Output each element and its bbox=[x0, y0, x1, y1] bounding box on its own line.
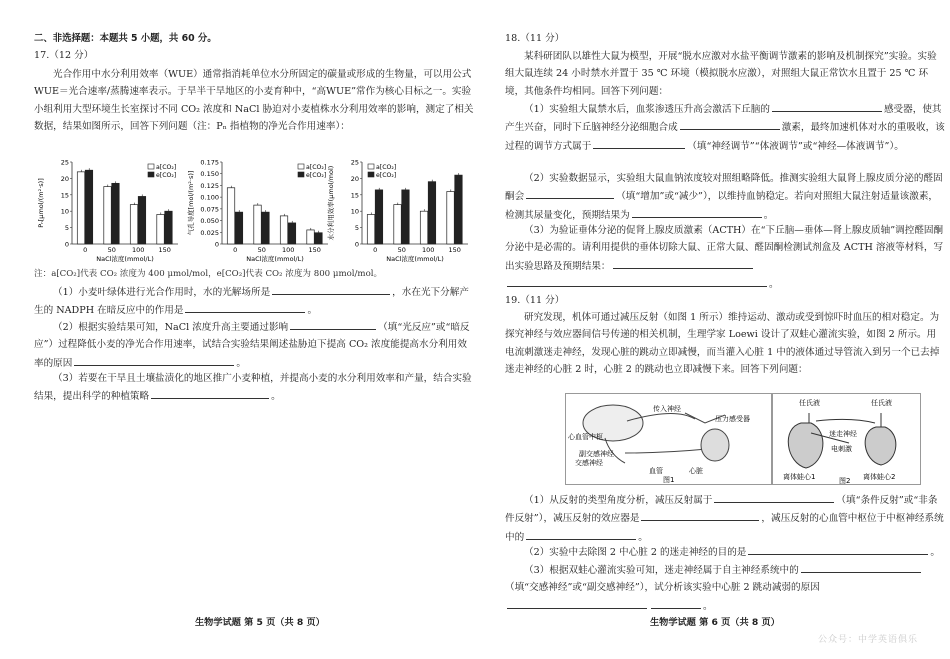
q19-sub3-blank-3[interactable] bbox=[651, 597, 701, 609]
legend-label: a[CO₂] bbox=[376, 164, 397, 171]
chart-wue bbox=[324, 152, 474, 268]
y-tick-label: 5 bbox=[354, 224, 359, 233]
q19-sub1-blank-2[interactable] bbox=[641, 509, 759, 521]
chart-pn bbox=[34, 152, 184, 268]
q17-sub2-text-a: （2）根据实验结果可知，NaCl 浓度升高主要通过影响 bbox=[53, 322, 289, 333]
label-heart: 心脏 bbox=[689, 467, 703, 475]
x-tick-label: 150 bbox=[158, 246, 171, 254]
q18-sub2-text-a: （2）实验数据显示，实验组大鼠血钠浓度较对照组略降低。推测实验组大鼠肾上腺皮质分泌的醛固酮会 bbox=[505, 173, 943, 203]
q17-sub1 bbox=[34, 283, 474, 320]
x-tick-label: 0 bbox=[233, 246, 238, 254]
bar-a-co2 bbox=[307, 230, 314, 244]
q19-sub2-blank-1[interactable] bbox=[748, 543, 928, 555]
section-heading: 二、非选择题：本题共 5 小题，共 60 分。 bbox=[34, 33, 217, 44]
q18-intro: 某科研团队以雄性大鼠为模型，开展“脱水应激对水盐平衡调节激素的影响及机制探究”实验。实验组大鼠连续 24 小时禁水并置于 35 ℃ 环境（模拟脱水应激），对照组大鼠正常饮水且置于 25 ℃ 环境，其他条件均相同。回答下列问题： bbox=[505, 51, 937, 97]
q18-sub1-blank-2[interactable] bbox=[680, 118, 780, 130]
q17-sub2-text-b: （填“光反应”或“暗反应”）过程降低小麦的净光合作用速率，试结合实验结果阐述盐胁迫下提高 CO₂ 浓度能提高水分利用效率的原因 bbox=[34, 322, 470, 369]
x-tick-label: 100 bbox=[422, 246, 435, 254]
q19-sub2-text-b: 。 bbox=[930, 547, 940, 558]
q18-sub1-blank-1[interactable] bbox=[772, 100, 882, 112]
bar-a-co2 bbox=[394, 205, 401, 244]
q19-sub3 bbox=[505, 561, 945, 615]
q19-sub1-blank-1[interactable] bbox=[714, 491, 834, 503]
q17-sub2-text-c: 。 bbox=[236, 357, 246, 369]
q19-intro: 研究发现，机体可通过减压反射（如图 1 所示）维持运动、激动或受到惊吓时血压的相对稳定。为探究神经与效应器间信号传递的相关机制，生理学家 Loewi 设计了双蛙心灌流实验，如图 2 所示。用电流刺激迷走神经，发现心脏的跳动立即减慢，而当灌入心脏 1 中的液体通过导管流入到另一个已去掉迷走神经的心脏 2 时，心脏 2 的跳动也立即减慢下来。回答下列问题： bbox=[505, 312, 940, 376]
q18-sub2 bbox=[505, 170, 945, 224]
q18-sub3-text-b: 。 bbox=[769, 279, 779, 291]
heart-2-shape bbox=[865, 427, 896, 465]
label-vagus: 迷走神经 bbox=[829, 430, 857, 438]
q18-number: 18.（11 分） bbox=[505, 33, 565, 44]
q18-sub3-blank-2[interactable] bbox=[507, 275, 767, 287]
y-tick-label: 15 bbox=[350, 191, 359, 200]
x-tick-label: 100 bbox=[282, 246, 295, 254]
q19-sub1 bbox=[505, 491, 945, 546]
q18-sub2-text-b: （填“增加”或“减少”），以维持血钠稳定。若向对照组大鼠注射适量该激素，检测其尿量变化，预期结果为 bbox=[505, 191, 939, 221]
q18-sub1-blank-3[interactable] bbox=[593, 137, 685, 149]
bar-e-co2 bbox=[165, 211, 172, 244]
label-stimulus: 电刺激 bbox=[831, 445, 852, 453]
q17-intro: 光合作用中水分利用效率（WUE）通常指消耗单位水分所固定的碳量或形成的生物量，可以用公式 WUE＝光合速率/蒸腾速率表示。于旱半干旱地区的小麦育种中，“高WUE”常作为核心目标之一。实验小组利用大型环境生长室探讨不同 CO₂ 浓度和 NaCl 胁迫对小麦植株水分利用效率的影响，测定了相关数据，结果如图所示，回答下列问题（注：Pₙ 指植物的净光合作用速率）： bbox=[34, 69, 474, 133]
q17-sub2-blank-2[interactable] bbox=[74, 354, 234, 366]
bar-e-co2 bbox=[402, 190, 409, 244]
y-tick-label: 25 bbox=[60, 158, 69, 167]
q17-sub1-text-b: ，水在光下分解产生的 NADPH 在暗反应中的作用是 bbox=[34, 287, 469, 317]
y-tick-label: 25 bbox=[350, 158, 359, 167]
bar-a-co2 bbox=[227, 188, 234, 244]
legend-swatch bbox=[368, 172, 374, 177]
y-tick-label: 0.025 bbox=[200, 228, 219, 237]
x-axis-label: NaCl浓度(mmol/L) bbox=[96, 255, 154, 263]
q19-sub3-blank-2[interactable] bbox=[507, 597, 647, 609]
label-vessel: 血管 bbox=[649, 467, 663, 475]
q18-sub3 bbox=[505, 222, 945, 294]
q19-sub1-text-a: （1）从反射的类型角度分析，减压反射属于 bbox=[524, 495, 713, 506]
q18-sub3-blank-1[interactable] bbox=[613, 257, 753, 269]
bar-e-co2 bbox=[455, 175, 462, 244]
q19-sub3-text-b: （填“交感神经”或“副交感神经”），试分析该实验中心脏 2 跳动减弱的原因 bbox=[505, 582, 820, 594]
q17-sub3-text-a: （3）若要在干旱且土壤盐渍化的地区推广小麦种植，并提高小麦的水分利用效率和产量，结合实验结果，提出科学的种植策略 bbox=[34, 373, 472, 403]
y-tick-label: 20 bbox=[60, 174, 69, 183]
bar-a-co2 bbox=[254, 205, 261, 244]
q17-sub1-blank-1[interactable] bbox=[272, 283, 390, 295]
q18-sub2-blank-2[interactable] bbox=[632, 206, 762, 218]
bar-a-co2 bbox=[130, 205, 137, 244]
bar-e-co2 bbox=[85, 170, 92, 244]
q19-sub1-blank-3[interactable] bbox=[526, 528, 636, 540]
y-tick-label: 15 bbox=[60, 191, 69, 200]
q17-sub3 bbox=[34, 370, 474, 406]
figure-2-caption: 图2 bbox=[839, 477, 851, 485]
label-parasympathetic: 副交感神经 bbox=[579, 450, 614, 458]
bar-e-co2 bbox=[375, 190, 382, 244]
figure-1-caption: 图1 bbox=[663, 476, 675, 484]
x-tick-label: 150 bbox=[308, 246, 321, 254]
y-tick-label: 0 bbox=[354, 240, 359, 249]
label-afferent: 传入神经 bbox=[653, 405, 681, 413]
connecting-tube bbox=[816, 419, 875, 423]
label-baroreceptor: 压力感受器 bbox=[715, 415, 750, 423]
q19-sub2-text-a: （2）实验中去除图 2 中心脏 2 的迷走神经的目的是 bbox=[524, 547, 747, 558]
y-tick-label: 0.175 bbox=[200, 158, 219, 167]
q17-sub3-blank-1[interactable] bbox=[151, 387, 269, 399]
label-ringer-1: 任氏液 bbox=[799, 399, 820, 407]
x-tick-label: 0 bbox=[83, 246, 88, 254]
y-axis-label: 水分利用效率(μmol/mol) bbox=[327, 165, 335, 241]
label-cv-center: 心血管中枢 bbox=[568, 433, 603, 441]
bar-e-co2 bbox=[235, 212, 242, 244]
x-axis-label: NaCl浓度(mmol/L) bbox=[246, 255, 304, 263]
y-tick-label: 0 bbox=[64, 240, 69, 249]
bar-e-co2 bbox=[262, 212, 269, 244]
q17-sub1-blank-2[interactable] bbox=[185, 301, 305, 313]
q18-sub1-text-d: （填“神经调节”“体液调节”或“神经—体液调节”）。 bbox=[687, 140, 904, 152]
y-axis-label: 气孔导度[mol/(m²·s)] bbox=[187, 170, 195, 236]
q18-sub1-text-c: 激素，最终加速机体对水的重吸收，该过程的调节方式属于 bbox=[505, 122, 945, 152]
q17-sub1-text-c: 。 bbox=[307, 305, 318, 317]
q17-number: 17.（12 分） bbox=[34, 50, 94, 61]
q17-sub1-text-a: （1）小麦叶绿体进行光合作用时，水的光解场所是 bbox=[53, 287, 271, 298]
y-tick-label: 0.100 bbox=[200, 193, 219, 202]
q18-sub2-blank-1[interactable] bbox=[526, 187, 614, 199]
heart-shape bbox=[701, 429, 729, 461]
legend-swatch bbox=[298, 172, 304, 177]
label-sympathetic: 交感神经 bbox=[575, 459, 603, 467]
bar-a-co2 bbox=[447, 192, 454, 244]
y-tick-label: 20 bbox=[350, 174, 359, 183]
x-tick-label: 50 bbox=[257, 246, 266, 254]
y-tick-label: 0.150 bbox=[200, 170, 219, 179]
y-tick-label: 10 bbox=[350, 207, 359, 216]
y-axis-label: Pₙ[μmol/(m²·s)] bbox=[37, 178, 45, 228]
y-tick-label: 10 bbox=[60, 207, 69, 216]
y-tick-label: 0.050 bbox=[200, 217, 219, 226]
q19-sub3-text-c: 。 bbox=[703, 600, 713, 612]
efferent-nerve-path bbox=[625, 449, 707, 453]
label-heart-2: 离体蛙心2 bbox=[863, 473, 896, 481]
legend-swatch bbox=[148, 164, 154, 169]
legend-swatch bbox=[298, 164, 304, 169]
x-tick-label: 150 bbox=[448, 246, 461, 254]
q17-note: 注：a[CO₂]代表 CO₂ 浓度为 400 μmol/mol，e[CO₂]代表 CO₂ 浓度为 800 μmol/mol。 bbox=[34, 269, 383, 279]
label-ringer-2: 任氏液 bbox=[871, 399, 892, 407]
figure-1-baroreflex bbox=[565, 393, 773, 485]
legend-label: a[CO₂] bbox=[156, 164, 177, 171]
q19-sub1-text-b: （填“条件反射”或“非条件反射”），减压反射的效应器是 bbox=[505, 495, 938, 525]
y-tick-label: 0.075 bbox=[200, 205, 219, 214]
bar-a-co2 bbox=[77, 172, 84, 244]
q19-sub1-text-d: 。 bbox=[638, 531, 648, 543]
q18-sub1-text-a: （1）实验组大鼠禁水后，血浆渗透压升高会激活下丘脑的 bbox=[524, 104, 770, 115]
x-axis-label: NaCl浓度(mmol/L) bbox=[386, 255, 444, 263]
footer-page-5: 生物学试题 第 5 页（共 8 页） bbox=[195, 617, 325, 628]
bar-e-co2 bbox=[138, 196, 145, 244]
bar-e-co2 bbox=[288, 223, 295, 244]
bar-a-co2 bbox=[420, 211, 427, 244]
legend-swatch bbox=[148, 172, 154, 177]
q17-sub3-text-b: 。 bbox=[271, 391, 281, 403]
legend-label: e[CO₂] bbox=[306, 172, 327, 179]
q19-sub1-text-c: ，减压反射的心血管中枢位于中枢神经系统中的 bbox=[505, 513, 944, 543]
bar-a-co2 bbox=[367, 214, 374, 244]
bar-e-co2 bbox=[112, 183, 119, 244]
bar-e-co2 bbox=[428, 182, 435, 244]
bar-e-co2 bbox=[315, 233, 322, 244]
q17-sub2 bbox=[34, 318, 474, 372]
x-tick-label: 100 bbox=[132, 246, 145, 254]
bar-a-co2 bbox=[280, 216, 287, 244]
q19-sub2 bbox=[505, 543, 945, 561]
x-tick-label: 50 bbox=[107, 246, 116, 254]
q18-sub1 bbox=[505, 100, 945, 155]
heart-1-shape bbox=[788, 423, 823, 468]
figure-2-double-heart bbox=[771, 393, 921, 485]
x-tick-label: 0 bbox=[373, 246, 378, 254]
label-heart-1: 离体蛙心1 bbox=[783, 473, 816, 481]
q19-sub3-text-a: （3）根据双蛙心灌流实验可知，迷走神经属于自主神经系统中的 bbox=[524, 565, 799, 576]
y-tick-label: 0.125 bbox=[200, 181, 219, 190]
bar-a-co2 bbox=[157, 214, 164, 244]
q19-number: 19.（11 分） bbox=[505, 295, 565, 306]
q17-sub2-blank-1[interactable] bbox=[290, 318, 376, 330]
legend-swatch bbox=[368, 164, 374, 169]
legend-label: e[CO₂] bbox=[376, 172, 397, 179]
legend-label: a[CO₂] bbox=[306, 164, 327, 171]
legend-label: e[CO₂] bbox=[156, 172, 177, 179]
bar-a-co2 bbox=[104, 187, 111, 244]
q18-sub1-text-b: 感受器，使其产生兴奋，同时下丘脑神经分泌细胞合成 bbox=[505, 104, 942, 134]
chart-stomatal-conductance bbox=[184, 152, 334, 268]
q18-sub3-text-a: （3）为验证垂体分泌的促肾上腺皮质激素（ACTH）在“下丘脑—垂体—肾上腺皮质轴”调控醛固酮分泌中是必需的。请利用提供的垂体切除大鼠、正常大鼠、醛固酮检测试剂盒及 ACTH 溶液等材料，写出实验思路及预期结果： bbox=[505, 225, 944, 272]
x-tick-label: 50 bbox=[397, 246, 406, 254]
watermark: 公众号：中学英语俱乐 bbox=[818, 635, 919, 645]
y-tick-label: 5 bbox=[64, 224, 69, 233]
footer-page-6: 生物学试题 第 6 页（共 8 页） bbox=[650, 617, 780, 628]
y-tick-label: 0 bbox=[214, 240, 219, 249]
q19-sub3-blank-1[interactable] bbox=[801, 561, 921, 573]
q18-sub2-text-c: 。 bbox=[763, 209, 774, 221]
